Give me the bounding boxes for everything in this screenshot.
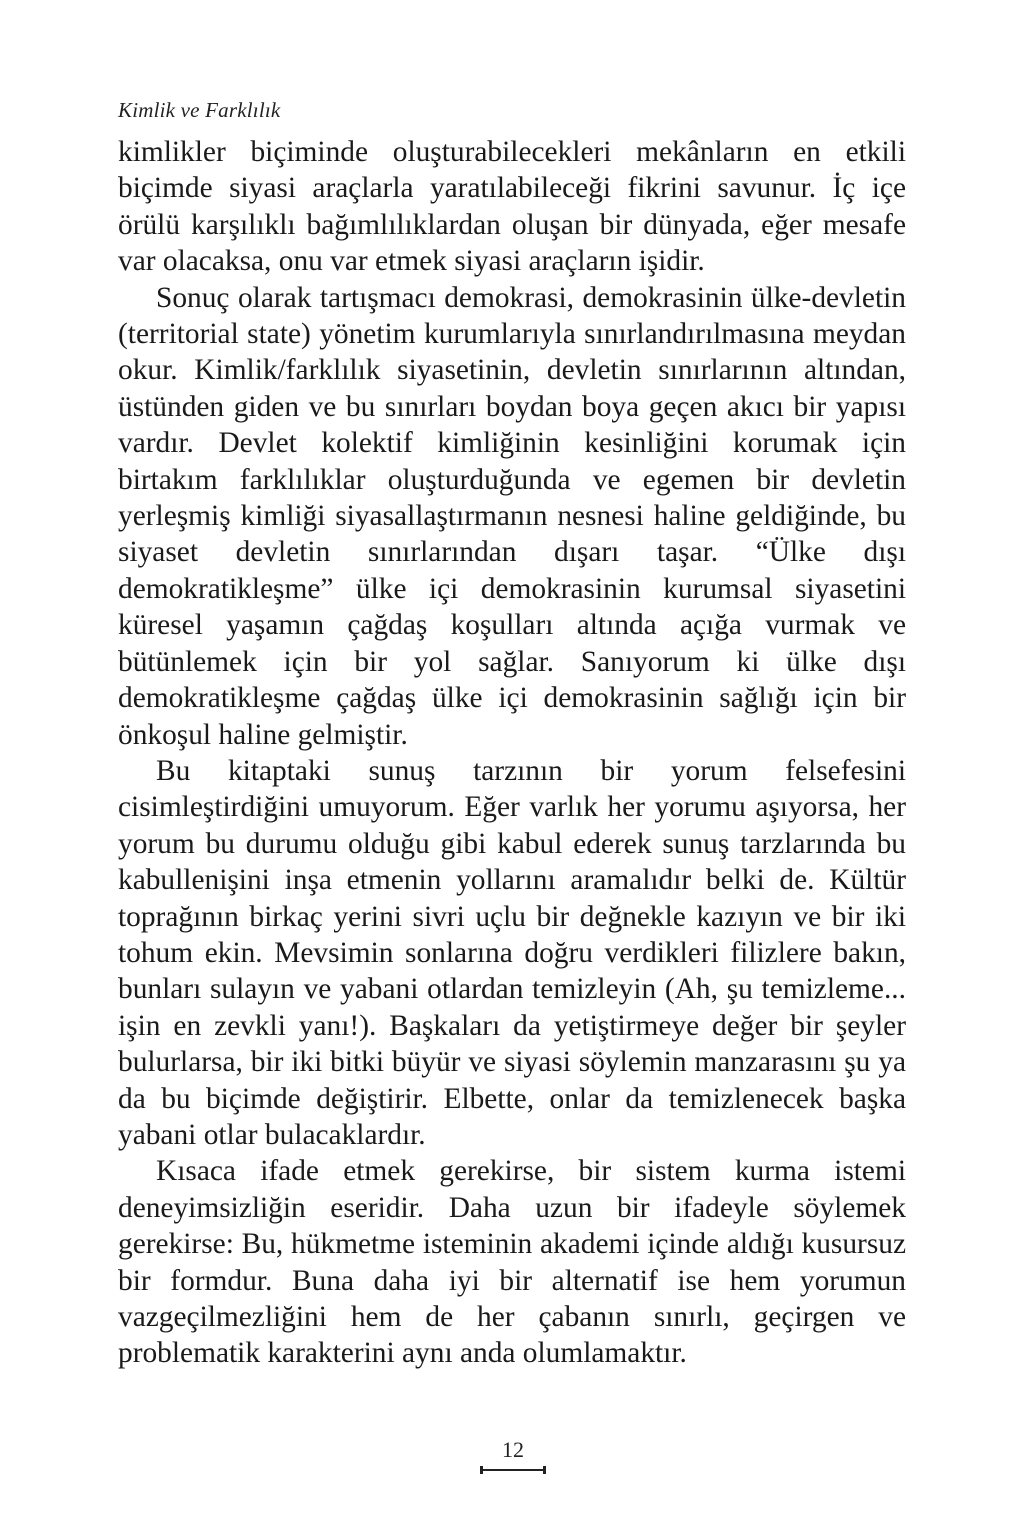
paragraph: Sonuç olarak tartışmacı demokrasi, demokrasinin ülke-devletin (territorial state) yönetim kurumlarıyla sınırlandırılmasına meydan okur. Kimlik/farklılık siyasetinin, devletin sınırlarının altından, üstünden giden ve bu sınırları boydan boya geçen akıcı bir yapısı vardır. Devlet kolektif kimliğinin kesinliğini korumak için birtakım farklılıklar oluşturduğunda ve egemen bir devletin yerleşmiş kimliği siyasallaştırmanın nesnesi haline geldiğinde, bu siyaset devletin sınırlarından dışarı taşar. “Ülke dışı demokratikleşme” ülke içi demokrasinin kurumsal siyasetini küresel yaşamın çağdaş koşulları altında açığa vurmak ve bütünlemek için bir yol sağlar. Sanıyorum ki ülke dışı demokratikleşme çağdaş ülke içi demokrasinin sağlığı için bir önkoşul haline gelmiştir. (118, 281, 906, 751)
page-number: 12 (502, 1437, 524, 1462)
paragraph: Bu kitaptaki sunuş tarzının bir yorum felsefesini cisimleştirdiğini umuyorum. Eğer varlık her yorumu aşıyorsa, her yorum bu durumu olduğu gibi kabul ederek sunuş tarzlarında bu kabullenişini inşa etmenin yollarını aramalıdır belki de. Kültür toprağının birkaç yerini sivri uçlu bir değnekle kazıyın ve bir iki tohum ekin. Mevsimin sonlarına doğru verdikleri filizlere bakın, bunları sulayın ve yabani otlardan temizleyin (Ah, şu temizleme... işin en zevkli yanı!). Başkaları da yetiştirmeye değer bir şeyler bulurlarsa, bir iki bitki büyür ve siyasi söylemin manzarasını şu ya da bu biçimde değiştirir. Elbette, onlar da temizlenecek başka yabani otlar bulacaklardır. (118, 754, 906, 1151)
page-folio (480, 1437, 546, 1477)
paragraph: Kısaca ifade etmek gerekirse, bir sistem kurma istemi deneyimsizliğin eseridir. Daha uzun bir ifadeyle söylemek gerekirse: Bu, hükmetme isteminin akademi içinde aldığı kusursuz bir formdur. Buna daha iyi bir alternatif ise hem yorumun vazgeçilmezliğini hem de her çabanın sınırlı, geçirgen ve problematik karakterini aynı anda olumlamaktır. (118, 1155, 906, 1370)
body-text (118, 134, 906, 1372)
folio-bracket (480, 1466, 546, 1474)
paragraph-continued: kimlikler biçiminde oluşturabilecekleri mekânların en etkili biçimde siyasi araçlarla yaratılabileceği fikrini savunur. İç içe örülü karşılıklı bağımlılıklardan oluşan bir dünyada, eğer mesafe var olacaksa, onu var etmek siyasi araçların işidir. (118, 136, 906, 278)
running-header: Kimlik ve Farklılık (118, 98, 281, 122)
